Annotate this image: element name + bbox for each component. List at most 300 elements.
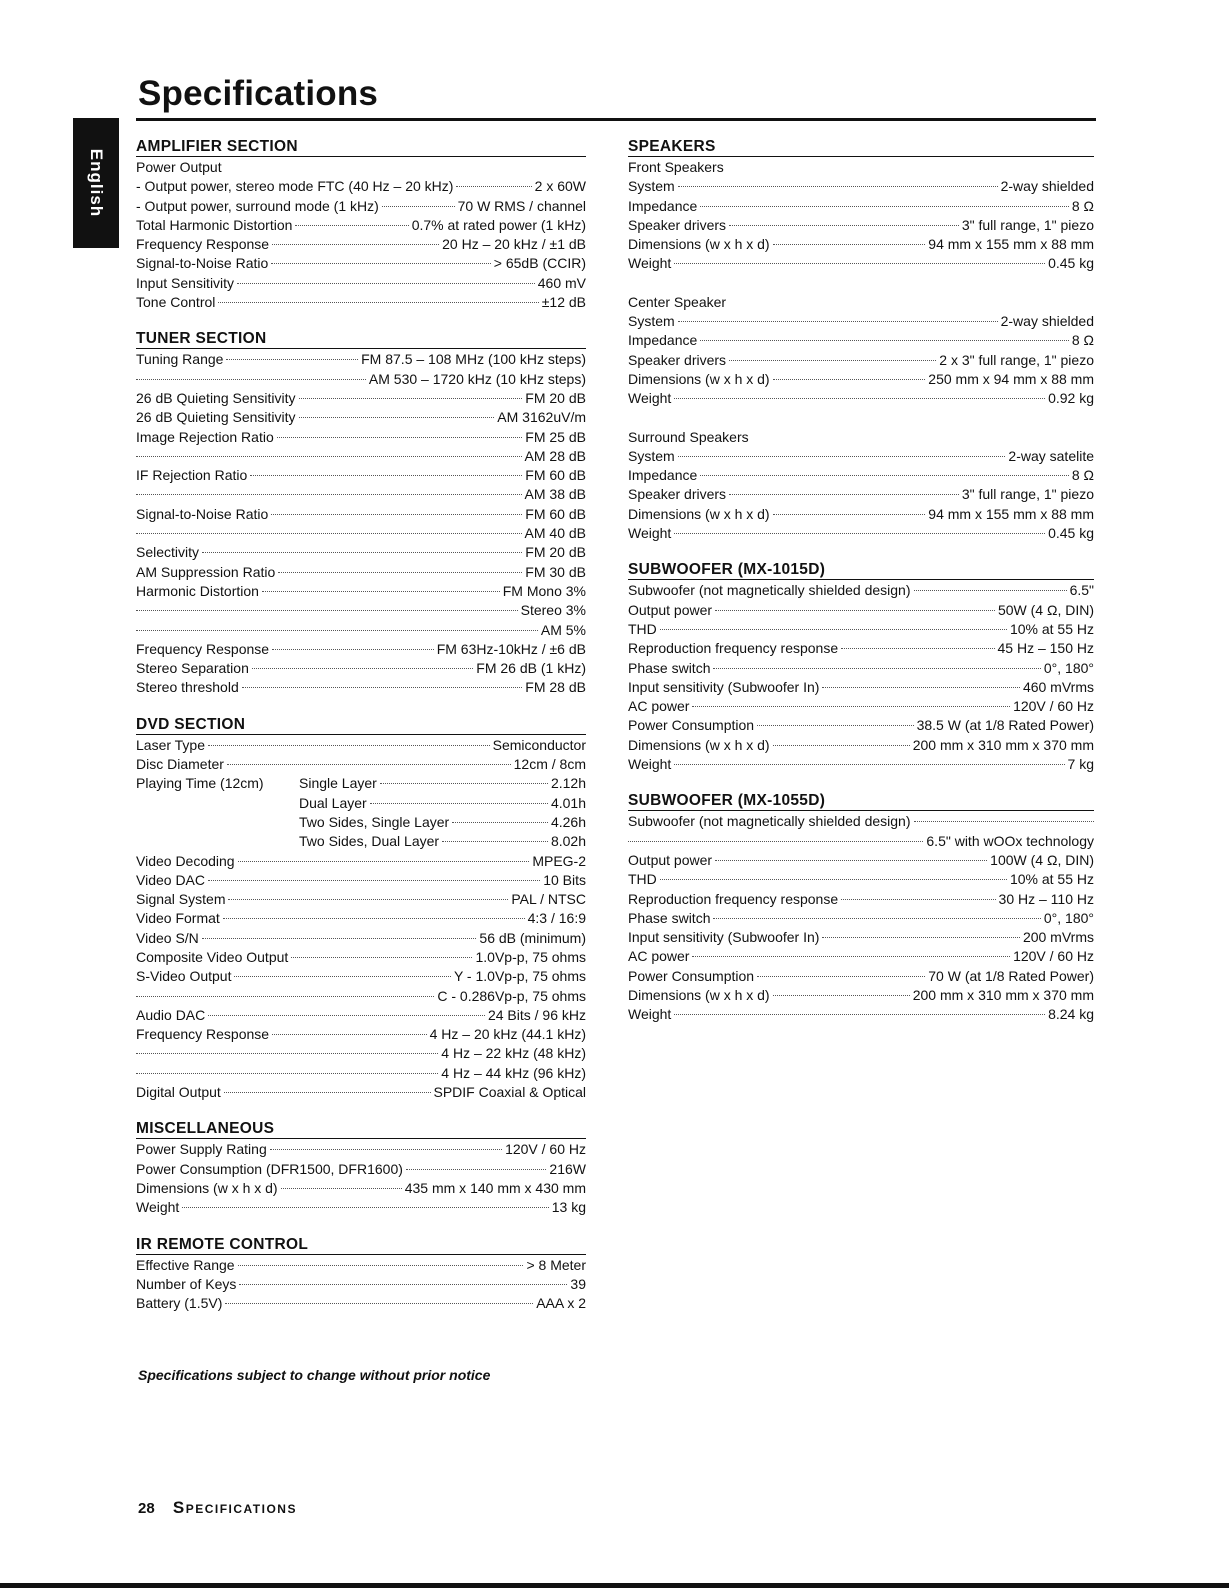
subwoofer-1015-section [628,561,1094,774]
spec-row [136,1179,586,1198]
dot-leader [674,1014,1045,1015]
spec-value: AM 5% [540,621,586,638]
spec-label: Power Consumption [628,967,755,984]
amplifier-heading: AMPLIFIER SECTION [136,138,586,157]
spec-label: System [628,178,675,195]
spec-row [136,582,586,601]
spec-label: THD [628,871,657,888]
dvd-rows-b [136,852,586,1103]
spec-value: 460 mVrms [1022,678,1094,695]
spec-label: Input Sensitivity [136,274,235,291]
spec-label: Weight [628,1006,672,1023]
bottom-rule [0,1583,1229,1588]
dot-leader [700,340,1069,341]
footer-title: Specifications [172,1498,297,1517]
dot-leader [136,1073,438,1074]
tuner-rows [136,350,586,697]
page-footer [138,1498,297,1518]
spec-label: Video Decoding [136,852,235,869]
spec-label: Weight [628,390,672,407]
spec-value: 39 [570,1275,586,1292]
spec-value: ±12 dB [541,294,586,311]
spec-value: FM 25 dB [525,428,586,445]
dot-leader [822,687,1020,688]
spec-value: 120V / 60 Hz [1013,948,1094,965]
spec-row [136,621,586,640]
spec-value: PAL / NTSC [511,891,586,908]
spec-row [136,640,586,659]
dot-leader [295,225,408,226]
dot-leader [136,533,522,534]
spec-label: Effective Range [136,1256,235,1273]
dot-leader [208,1015,485,1016]
spec-value: 8.02h [550,833,586,850]
spec-row [136,871,586,890]
spec-label: Speaker drivers [628,216,727,233]
spec-row [136,563,586,582]
dot-leader [773,745,910,746]
dvd-heading: DVD SECTION [136,716,586,735]
spec-value: FM 20 dB [525,389,586,406]
spec-row [628,909,1094,928]
spec-label: AM Suppression Ratio [136,563,276,580]
spec-value: 10% at 55 Hz [1009,620,1094,637]
dot-leader [822,937,1020,938]
dot-leader [713,668,1040,669]
spec-row [136,929,586,948]
spec-row [136,197,586,216]
spec-row [136,755,586,774]
spec-label: Weight [136,1199,180,1216]
dot-leader [226,359,358,360]
playing-time-block [136,774,586,851]
spec-row [136,466,586,485]
center-speaker-rows [628,312,1094,408]
spec-label: Power Supply Rating [136,1141,267,1158]
spec-row [628,967,1094,986]
spec-row [628,216,1094,235]
spec-row [628,620,1094,639]
dot-leader [773,995,910,996]
spec-value: Semiconductor [492,736,586,753]
playing-time-label: Playing Time (12cm) [136,775,264,792]
spec-row [136,447,586,466]
dot-leader [729,225,959,226]
spec-value: 20 Hz – 20 kHz / ±1 dB [442,236,586,253]
speakers-heading: SPEAKERS [628,138,1094,157]
dot-leader [678,456,1006,457]
dot-leader [674,764,1064,765]
dot-leader [660,879,1007,880]
spec-value: AM 530 – 1720 kHz (10 kHz steps) [368,370,586,387]
spec-row [628,235,1094,254]
spec-value: 50W (4 Ω, DIN) [997,601,1094,618]
spec-label: Tone Control [136,294,216,311]
spec-row [136,852,586,871]
spec-label: Output power [628,601,713,618]
spec-label: Two Sides, Single Layer [299,813,450,830]
amplifier-rows [136,177,586,312]
spec-row [628,601,1094,620]
spec-label: Speaker drivers [628,486,727,503]
spec-row [136,370,586,389]
spec-row [136,543,586,562]
dot-leader [270,1149,502,1150]
dot-leader [729,494,959,495]
dot-leader [272,1034,427,1035]
spec-row [628,851,1094,870]
spec-value: FM 87.5 – 108 MHz (100 kHz steps) [361,351,586,368]
spec-value: 2-way shielded [1000,178,1094,195]
tuner-section [136,330,586,697]
spec-row [628,659,1094,678]
spec-row [628,928,1094,947]
spec-value: 13 kg [551,1199,586,1216]
spec-value: 8 Ω [1071,332,1094,349]
dot-leader [729,360,936,361]
spec-value: Y - 1.0Vp-p, 75 ohms [453,968,586,985]
spec-row [136,293,586,312]
page-number: 28 [138,1500,155,1517]
spec-row [136,428,586,447]
surround-speaker-rows [628,447,1094,543]
spec-value: 24 Bits / 96 kHz [487,1006,586,1023]
spec-label: System [628,313,675,330]
spec-row [136,350,586,369]
spec-row [136,601,586,620]
spec-value: 7 kg [1067,756,1094,773]
spec-value: 100W (4 Ω, DIN) [990,851,1094,868]
spec-label: Reproduction frequency response [628,890,839,907]
spec-label: Frequency Response [136,1026,270,1043]
dot-leader [262,591,500,592]
subwoofer-1015-rows [628,581,1094,774]
dot-leader [757,725,914,726]
spec-label: Frequency Response [136,640,270,657]
spec-label: Output power [628,851,713,868]
spec-row [136,524,586,543]
dot-leader [136,996,434,997]
dot-leader [370,803,548,804]
spec-label: Tuning Range [136,351,224,368]
spec-label: Number of Keys [136,1275,237,1292]
spec-value: 120V / 60 Hz [1013,698,1094,715]
dot-leader [228,899,508,900]
dot-leader [208,745,490,746]
spec-value: 4:3 / 16:9 [527,910,586,927]
spec-label: Dimensions (w x h x d) [136,1179,278,1196]
dot-leader [841,899,995,900]
spec-value: C - 0.286Vp-p, 75 ohms [437,987,586,1004]
spec-value: 94 mm x 155 mm x 88 mm [928,236,1094,253]
amplifier-section [136,138,586,312]
spec-row [136,909,586,928]
spec-value: 2 x 60W [534,178,586,195]
remote-heading: IR REMOTE CONTROL [136,1236,586,1255]
spec-row [628,1005,1094,1024]
spec-row [628,639,1094,658]
spec-value: 4 Hz – 22 kHz (48 kHz) [441,1045,586,1062]
spec-label: Power Consumption (DFR1500, DFR1600) [136,1160,403,1177]
spec-value: > 8 Meter [526,1256,586,1273]
dot-leader [674,398,1045,399]
spec-row [136,216,586,235]
spec-label: AC power [628,948,690,965]
spec-value: 8.24 kg [1048,1006,1094,1023]
spec-row [628,331,1094,350]
spec-value: 216W [549,1160,586,1177]
spec-row [136,1044,586,1063]
spec-label: Two Sides, Dual Layer [299,833,440,850]
dot-leader [678,186,998,187]
spec-row [136,1140,586,1159]
spec-label: THD [628,620,657,637]
spec-label: Laser Type [136,736,206,753]
spec-row [628,485,1094,504]
language-tab-label: English [87,148,106,218]
spec-label: Dual Layer [299,794,367,811]
spec-row [136,736,586,755]
spec-row [136,967,586,986]
spec-label: Impedance [628,332,698,349]
spec-row [628,832,1094,851]
dot-leader [218,302,538,303]
spec-value: 70 W RMS / channel [457,197,586,214]
spec-label: Video DAC [136,871,206,888]
spec-label: Weight [628,525,672,542]
spec-row [628,678,1094,697]
dot-leader [202,938,477,939]
dot-leader [299,417,495,418]
spec-label: Phase switch [628,909,711,926]
dot-leader [271,263,491,264]
dot-leader [272,244,439,245]
surround-speakers-title: Surround Speakers [628,428,749,445]
spec-label: Battery (1.5V) [136,1295,223,1312]
spec-value: 0.45 kg [1048,525,1094,542]
spec-label: Signal System [136,891,226,908]
dot-leader [223,918,525,919]
spec-row [136,948,586,967]
spec-value: 2-way shielded [1000,313,1094,330]
spec-row [136,794,586,813]
spec-value: 0°, 180° [1043,659,1094,676]
dot-leader [773,379,926,380]
spec-value: 70 W (at 1/8 Rated Power) [928,967,1094,984]
spec-value: 4.26h [550,813,586,830]
spec-value: FM Mono 3% [502,582,586,599]
dot-leader [382,206,455,207]
dot-leader [678,321,998,322]
dot-leader [291,957,472,958]
dot-leader [234,976,450,977]
spec-row [628,581,1094,600]
spec-value: 4 Hz – 44 kHz (96 kHz) [441,1064,586,1081]
spec-row [628,697,1094,716]
spec-label: AC power [628,698,690,715]
spec-row [628,505,1094,524]
power-output-subheading: Power Output [136,159,222,175]
dot-leader [380,783,548,784]
spec-value: 8 Ω [1071,197,1094,214]
dot-leader [136,379,366,380]
spec-label: Impedance [628,197,698,214]
spec-label: Stereo threshold [136,679,239,696]
spec-label: Disc Diameter [136,756,224,773]
spec-row [628,755,1094,774]
spec-label: - Output power, surround mode (1 kHz) [136,197,379,214]
spec-row [136,1064,586,1083]
dot-leader [208,880,540,881]
spec-row [628,389,1094,408]
spec-row [136,987,586,1006]
dot-leader [406,1169,547,1170]
spec-label: Video Format [136,910,220,927]
dot-leader [202,552,522,553]
subwoofer-1055-section [628,792,1094,1024]
spec-value: 460 mV [537,274,586,291]
spec-label: Subwoofer (not magnetically shielded design) [628,813,911,830]
dot-leader [456,186,531,187]
remote-section [136,1236,586,1314]
spec-row [628,890,1094,909]
spec-value: AM 38 dB [524,486,586,503]
spec-value: 2-way satelite [1008,447,1094,464]
right-column [628,138,1094,1043]
spec-row [628,870,1094,889]
spec-label: Dimensions (w x h x d) [628,736,770,753]
spec-label: Weight [628,756,672,773]
spec-label: Weight [628,255,672,272]
dot-leader [136,630,538,631]
spec-value: 120V / 60 Hz [505,1141,586,1158]
spec-value: 10 Bits [543,871,586,888]
misc-rows [136,1140,586,1217]
spec-row [628,254,1094,273]
spec-label: Power Consumption [628,717,755,734]
spec-label: Signal-to-Noise Ratio [136,255,269,272]
dot-leader [224,1092,431,1093]
spec-value: 0°, 180° [1043,909,1094,926]
spec-label: Speaker drivers [628,351,727,368]
subwoofer-1055-rows [628,812,1094,1024]
spec-row [628,351,1094,370]
dot-leader [238,1265,524,1266]
spec-value: 250 mm x 94 mm x 88 mm [928,370,1094,387]
subwoofer-1055-heading: SUBWOOFER (MX-1055D) [628,792,1094,811]
spec-value: AM 40 dB [524,525,586,542]
spec-label: Impedance [628,467,698,484]
misc-section [136,1120,586,1217]
spec-label: Audio DAC [136,1006,206,1023]
dot-leader [272,649,434,650]
spec-value: 56 dB (minimum) [479,929,586,946]
spec-value: FM 20 dB [525,544,586,561]
spec-row [628,197,1094,216]
dot-leader [715,610,995,611]
spec-row [136,177,586,196]
center-speaker-title: Center Speaker [628,293,727,310]
spec-row [628,447,1094,466]
spec-row [136,1275,586,1294]
spec-row [628,370,1094,389]
spec-value: 200 mm x 310 mm x 370 mm [912,986,1094,1003]
spec-value: Stereo 3% [520,602,586,619]
spec-value: 200 mVrms [1022,929,1094,946]
tuner-heading: TUNER SECTION [136,330,586,349]
spec-value: FM 30 dB [525,563,586,580]
dot-leader [674,263,1045,264]
dot-leader [136,1053,438,1054]
spec-label: Image Rejection Ratio [136,428,274,445]
dot-leader [225,1303,533,1304]
remote-rows [136,1256,586,1314]
spec-value: 2 x 3" full range, 1" piezo [939,351,1094,368]
spec-row [136,505,586,524]
speakers-section [628,138,1094,543]
dot-leader [277,437,523,438]
spec-row [628,466,1094,485]
spec-row [136,659,586,678]
spec-label: Signal-to-Noise Ratio [136,505,269,522]
dot-leader [692,956,1010,957]
spec-label: Phase switch [628,659,711,676]
spec-notice: Specifications subject to change without prior notice [138,1367,491,1383]
spec-value: 8 Ω [1071,467,1094,484]
spec-row [136,1160,586,1179]
spec-label: Digital Output [136,1084,221,1101]
spec-value: 3" full range, 1" piezo [961,486,1094,503]
dot-leader [238,861,530,862]
spec-value: 4 Hz – 20 kHz (44.1 kHz) [429,1026,586,1043]
spec-value: FM 63Hz-10kHz / ±6 dB [436,640,586,657]
spec-row [136,1198,586,1217]
spec-row [136,254,586,273]
dot-leader [239,1284,567,1285]
dot-leader [242,687,523,688]
spec-value: 6.5" with wOOx technology [926,832,1094,849]
spec-row [136,389,586,408]
dot-leader [914,590,1067,591]
front-speaker-rows [628,177,1094,273]
dot-leader [227,764,511,765]
spec-value: FM 60 dB [525,467,586,484]
spec-label: Video S/N [136,929,199,946]
spec-label: Frequency Response [136,236,270,253]
spec-value: FM 26 dB (1 kHz) [476,660,586,677]
misc-heading: MISCELLANEOUS [136,1120,586,1139]
spec-value: 0.7% at rated power (1 kHz) [411,216,586,233]
spec-value: AM 28 dB [524,447,586,464]
spec-value: AAA x 2 [536,1295,586,1312]
spec-value: 0.45 kg [1048,255,1094,272]
spec-label: Stereo Separation [136,660,249,677]
spec-row [628,812,1094,831]
dot-leader [700,475,1069,476]
spec-row [136,274,586,293]
dot-leader [773,244,926,245]
dot-leader [237,283,535,284]
spec-value: 435 mm x 140 mm x 430 mm [404,1179,586,1196]
spec-label: Reproduction frequency response [628,640,839,657]
spec-label: IF Rejection Ratio [136,467,248,484]
spec-label: Dimensions (w x h x d) [628,986,770,1003]
spec-label: 26 dB Quieting Sensitivity [136,389,296,406]
spec-row [628,524,1094,543]
spec-value: 1.0Vp-p, 75 ohms [475,948,586,965]
spec-value: 12cm / 8cm [513,756,586,773]
dot-leader [250,475,522,476]
